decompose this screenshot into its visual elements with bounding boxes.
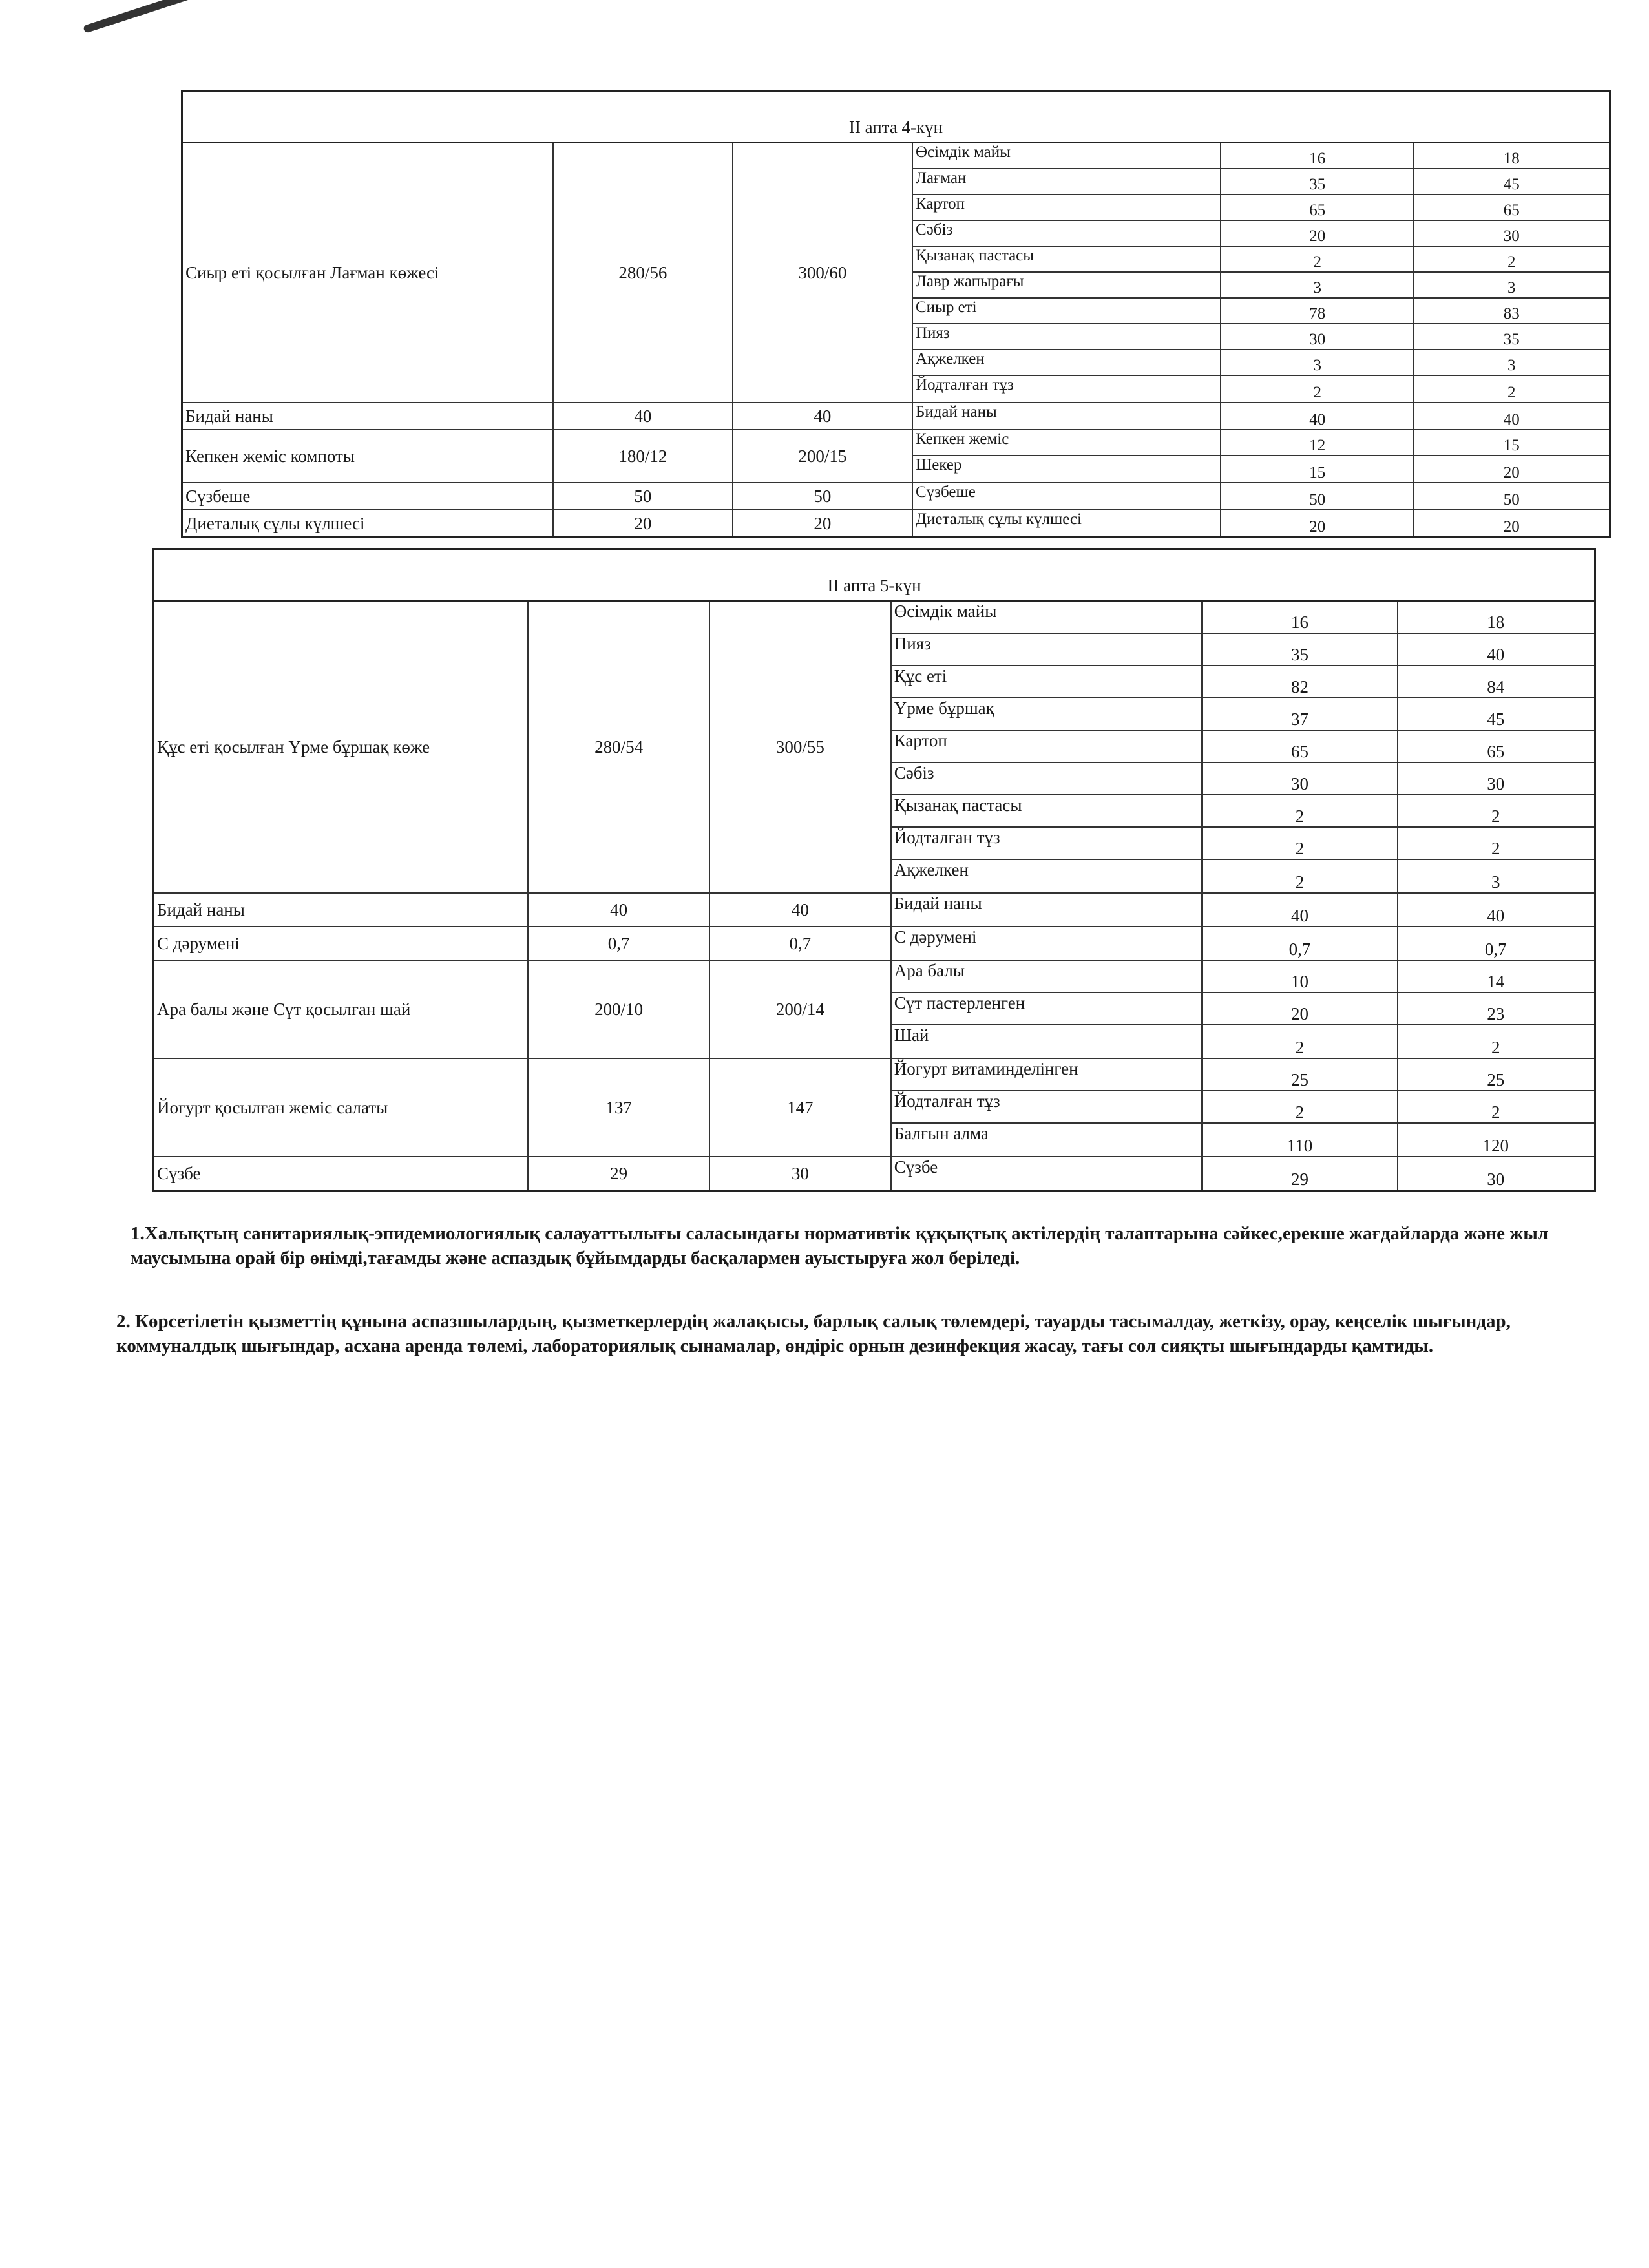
ingredient-row xyxy=(913,430,1609,456)
dish-row xyxy=(183,403,1609,430)
ingredient-row xyxy=(892,634,1594,666)
ingredient-amount-1: 0,7 xyxy=(1203,927,1398,960)
ingredient-amount-2: 40 xyxy=(1487,906,1505,925)
ingredient-amount-1: 16 xyxy=(1221,143,1414,168)
dish-row xyxy=(183,510,1609,536)
ingredient-amount-1: 29 xyxy=(1203,1157,1398,1190)
dish-name: Сиыр еті қосылған Лағман көжесі xyxy=(183,143,554,402)
ingredient-amount-2: 2 xyxy=(1491,806,1500,826)
ingredient-row xyxy=(913,456,1609,482)
ingredient-amount-1: 50 xyxy=(1221,483,1414,509)
ingredient-row xyxy=(913,169,1609,195)
ingredient-name: Бидай наны xyxy=(892,894,1203,926)
dish-weight-1: 0,7 xyxy=(529,927,710,960)
ingredient-list xyxy=(913,483,1609,509)
ingredient-amount-1: 37 xyxy=(1203,698,1398,730)
ingredient-row xyxy=(913,510,1609,536)
ingredient-name: Йогурт витаминделінген xyxy=(892,1059,1203,1090)
note-1: 1.Халықтың санитариялық-эпидемиологиялық салауаттылығы саласындағы нормативтік құқықтық актілердің талаптарына сәйкес,ерекше жағдайларда және жыл маусымына орай бір өнімді,тағамды және аспаздық бұйымдарды басқалармен ауыстыруға жол беріледі. xyxy=(131,1223,1549,1268)
ingredient-amount-1: 30 xyxy=(1221,324,1414,349)
ingredient-name: Шай xyxy=(892,1025,1203,1058)
dish-weight-1: 200/10 xyxy=(529,961,710,1058)
ingredient-name: Сәбіз xyxy=(892,763,1203,794)
ingredient-amount-1: 82 xyxy=(1203,666,1398,697)
ingredient-list xyxy=(892,927,1594,960)
ingredient-amount-2: 83 xyxy=(1503,305,1520,322)
ingredient-amount-2: 2 xyxy=(1507,253,1516,271)
dish-weight-1: 280/56 xyxy=(554,143,733,402)
ingredient-name: Йодталған тұз xyxy=(913,376,1221,402)
ingredient-name: Пияз xyxy=(913,324,1221,349)
dish-weight-2: 147 xyxy=(710,1059,892,1156)
ingredient-name: Өсімдік майы xyxy=(913,143,1221,168)
dish-name: Бидай наны xyxy=(154,894,529,926)
dish-weight-2: 40 xyxy=(710,894,892,926)
ingredient-name: Йодталған тұз xyxy=(892,1091,1203,1122)
ingredient-row xyxy=(892,828,1594,860)
ingredient-amount-2: 30 xyxy=(1503,227,1520,245)
ingredient-row xyxy=(913,324,1609,350)
ingredient-row xyxy=(892,731,1594,763)
ingredient-amount-1: 25 xyxy=(1203,1059,1398,1090)
pen-mark xyxy=(83,0,294,34)
ingredient-row xyxy=(913,299,1609,324)
ingredient-amount-1: 2 xyxy=(1203,1091,1398,1122)
ingredient-amount-2: 18 xyxy=(1487,613,1505,632)
ingredient-list xyxy=(913,143,1609,402)
ingredient-amount-1: 2 xyxy=(1203,828,1398,859)
ingredient-list xyxy=(892,1059,1594,1156)
ingredient-amount-2: 3 xyxy=(1507,279,1516,297)
ingredient-amount-1: 10 xyxy=(1203,961,1398,992)
ingredient-name: Сүзбе xyxy=(892,1157,1203,1190)
ingredient-row xyxy=(913,483,1609,509)
dish-weight-1: 40 xyxy=(529,894,710,926)
ingredient-name: Қызанақ пастасы xyxy=(892,795,1203,826)
ingredient-row xyxy=(892,1124,1594,1156)
dish-row xyxy=(154,1059,1594,1157)
ingredient-name: Сүт пастерленген xyxy=(892,993,1203,1024)
ingredient-row xyxy=(892,1157,1594,1190)
ingredient-amount-1: 15 xyxy=(1221,456,1414,482)
ingredient-name: Қызанақ пастасы xyxy=(913,247,1221,271)
ingredient-amount-2: 2 xyxy=(1507,384,1516,401)
ingredient-amount-1: 12 xyxy=(1221,430,1414,455)
ingredient-name: Құс еті xyxy=(892,666,1203,697)
ingredient-amount-2: 65 xyxy=(1503,202,1520,219)
dish-name: Йогурт қосылған жеміс салаты xyxy=(154,1059,529,1156)
ingredient-row xyxy=(913,273,1609,299)
dish-row xyxy=(154,961,1594,1059)
ingredient-name: Ақжелкен xyxy=(913,350,1221,375)
dish-weight-1: 137 xyxy=(529,1059,710,1156)
ingredient-row xyxy=(892,1091,1594,1124)
ingredient-list xyxy=(892,1157,1594,1190)
ingredient-amount-2: 20 xyxy=(1503,518,1520,536)
ingredient-row xyxy=(892,993,1594,1025)
ingredient-amount-2: 15 xyxy=(1503,437,1520,454)
dish-row xyxy=(183,483,1609,510)
ingredient-amount-1: 65 xyxy=(1203,731,1398,762)
ingredient-amount-2: 23 xyxy=(1487,1004,1505,1024)
ingredient-amount-1: 2 xyxy=(1221,376,1414,402)
ingredient-row xyxy=(913,247,1609,273)
ingredient-amount-2: 120 xyxy=(1482,1136,1509,1155)
ingredient-amount-1: 110 xyxy=(1203,1124,1398,1156)
ingredient-list xyxy=(913,403,1609,429)
dish-weight-1: 20 xyxy=(554,510,733,536)
ingredient-row xyxy=(892,894,1594,926)
ingredient-row xyxy=(892,1025,1594,1058)
dish-name: Сүзбе xyxy=(154,1157,529,1190)
ingredient-amount-2: 3 xyxy=(1507,357,1516,374)
ingredient-name: Сәбіз xyxy=(913,221,1221,246)
dish-weight-2: 40 xyxy=(733,403,913,429)
dish-name: Құс еті қосылған Үрме бұршақ көже xyxy=(154,602,529,892)
menu-table-day-5 xyxy=(152,548,1596,1192)
ingredient-amount-1: 2 xyxy=(1203,1025,1398,1058)
ingredient-amount-2: 35 xyxy=(1503,331,1520,348)
dish-row xyxy=(154,894,1594,927)
dish-weight-1: 280/54 xyxy=(529,602,710,892)
ingredient-name: Сиыр еті xyxy=(913,299,1221,323)
ingredient-name: Балғын алма xyxy=(892,1124,1203,1156)
dish-weight-1: 50 xyxy=(554,483,733,509)
ingredient-amount-1: 65 xyxy=(1221,195,1414,220)
table-title: II апта 5-күн xyxy=(154,550,1594,602)
ingredient-name: Ақжелкен xyxy=(892,860,1203,892)
notes xyxy=(116,1221,1557,1397)
ingredient-amount-2: 2 xyxy=(1491,1102,1500,1122)
ingredient-name: Өсімдік майы xyxy=(892,602,1203,633)
dish-weight-2: 50 xyxy=(733,483,913,509)
dish-name: Кепкен жеміс компоты xyxy=(183,430,554,482)
ingredient-row xyxy=(913,143,1609,169)
ingredient-name: Лавр жапырағы xyxy=(913,273,1221,297)
ingredient-amount-2: 0,7 xyxy=(1484,940,1507,959)
ingredient-name: Ара балы xyxy=(892,961,1203,992)
ingredient-amount-1: 16 xyxy=(1203,602,1398,633)
ingredient-row xyxy=(892,1059,1594,1091)
ingredient-name: С дәрумені xyxy=(892,927,1203,960)
ingredient-amount-2: 45 xyxy=(1487,709,1505,729)
ingredient-list xyxy=(913,430,1609,482)
ingredient-row xyxy=(892,795,1594,828)
ingredient-name: Үрме бұршақ xyxy=(892,698,1203,730)
ingredient-amount-1: 3 xyxy=(1221,273,1414,297)
ingredient-row xyxy=(892,698,1594,731)
dish-weight-2: 300/60 xyxy=(733,143,913,402)
dish-weight-2: 200/14 xyxy=(710,961,892,1058)
ingredient-list xyxy=(892,894,1594,926)
table-title: II апта 4-күн xyxy=(183,92,1609,143)
ingredient-row xyxy=(892,666,1594,698)
ingredient-amount-2: 2 xyxy=(1491,839,1500,858)
ingredient-name: Картоп xyxy=(892,731,1203,762)
ingredient-name: Сүзбеше xyxy=(913,483,1221,509)
ingredient-amount-1: 40 xyxy=(1203,894,1398,926)
ingredient-name: Картоп xyxy=(913,195,1221,220)
ingredient-name: Пияз xyxy=(892,634,1203,665)
dish-weight-2: 0,7 xyxy=(710,927,892,960)
dish-weight-2: 30 xyxy=(710,1157,892,1190)
ingredient-row xyxy=(913,403,1609,429)
ingredient-amount-1: 30 xyxy=(1203,763,1398,794)
dish-row xyxy=(183,143,1609,403)
dish-row xyxy=(154,927,1594,961)
ingredient-amount-2: 20 xyxy=(1503,464,1520,481)
ingredient-amount-1: 40 xyxy=(1221,403,1414,429)
dish-name: Бидай наны xyxy=(183,403,554,429)
ingredient-amount-2: 25 xyxy=(1487,1070,1505,1089)
dish-weight-1: 40 xyxy=(554,403,733,429)
dish-weight-1: 29 xyxy=(529,1157,710,1190)
ingredient-amount-2: 84 xyxy=(1487,677,1505,697)
dish-weight-2: 300/55 xyxy=(710,602,892,892)
ingredient-name: Диеталық сұлы күлшесі xyxy=(913,510,1221,536)
dish-name: Сүзбеше xyxy=(183,483,554,509)
dish-name: Диеталық сұлы күлшесі xyxy=(183,510,554,536)
dish-row xyxy=(183,430,1609,483)
ingredient-amount-1: 20 xyxy=(1221,221,1414,246)
ingredient-row xyxy=(913,221,1609,247)
ingredient-amount-2: 45 xyxy=(1503,176,1520,193)
dish-weight-2: 200/15 xyxy=(733,430,913,482)
ingredient-row xyxy=(913,350,1609,376)
note-2: 2. Көрсетілетін қызметтің құнына аспазшылардың, қызметкерлердің жалақысы, барлық салық төлемдері, тауарды тасымалдау, жеткізу, орау, кеңселік шығындар, коммуналдық шығындар, асхана аренда төлемі, лабораториялық сынамалар, өндіріс орнын дезинфекция жасау, тағы сол сияқты шығындарды қамтиды. xyxy=(116,1311,1511,1356)
ingredient-list xyxy=(892,961,1594,1058)
dish-name: С дәрумені xyxy=(154,927,529,960)
ingredient-list xyxy=(913,510,1609,536)
ingredient-amount-2: 40 xyxy=(1503,411,1520,428)
ingredient-row xyxy=(913,195,1609,221)
ingredient-amount-2: 40 xyxy=(1487,645,1505,664)
ingredient-name: Йодталған тұз xyxy=(892,828,1203,859)
ingredient-name: Шекер xyxy=(913,456,1221,482)
ingredient-amount-1: 35 xyxy=(1221,169,1414,194)
ingredient-amount-1: 3 xyxy=(1221,350,1414,375)
menu-table-day-4 xyxy=(181,90,1611,538)
ingredient-amount-1: 35 xyxy=(1203,634,1398,665)
ingredient-amount-2: 30 xyxy=(1487,774,1505,793)
ingredient-amount-2: 3 xyxy=(1491,872,1500,892)
ingredient-list xyxy=(892,602,1594,892)
ingredient-amount-2: 50 xyxy=(1503,491,1520,509)
ingredient-row xyxy=(913,376,1609,402)
ingredient-amount-1: 20 xyxy=(1221,510,1414,536)
dish-row xyxy=(154,1157,1594,1190)
ingredient-amount-1: 20 xyxy=(1203,993,1398,1024)
ingredient-amount-1: 78 xyxy=(1221,299,1414,323)
ingredient-amount-2: 2 xyxy=(1491,1038,1500,1057)
ingredient-row xyxy=(892,860,1594,892)
ingredient-amount-1: 2 xyxy=(1203,860,1398,892)
ingredient-amount-1: 2 xyxy=(1221,247,1414,271)
ingredient-amount-1: 2 xyxy=(1203,795,1398,826)
ingredient-row xyxy=(892,602,1594,634)
ingredient-name: Лағман xyxy=(913,169,1221,194)
ingredient-amount-2: 18 xyxy=(1503,150,1520,167)
ingredient-row xyxy=(892,763,1594,795)
ingredient-amount-2: 14 xyxy=(1487,972,1505,991)
ingredient-name: Бидай наны xyxy=(913,403,1221,429)
ingredient-row xyxy=(892,927,1594,960)
dish-weight-1: 180/12 xyxy=(554,430,733,482)
ingredient-amount-2: 65 xyxy=(1487,742,1505,761)
ingredient-row xyxy=(892,961,1594,993)
dish-weight-2: 20 xyxy=(733,510,913,536)
dish-name: Ара балы және Сүт қосылған шай xyxy=(154,961,529,1058)
ingredient-amount-2: 30 xyxy=(1487,1170,1505,1189)
dish-row xyxy=(154,602,1594,894)
ingredient-name: Кепкен жеміс xyxy=(913,430,1221,455)
